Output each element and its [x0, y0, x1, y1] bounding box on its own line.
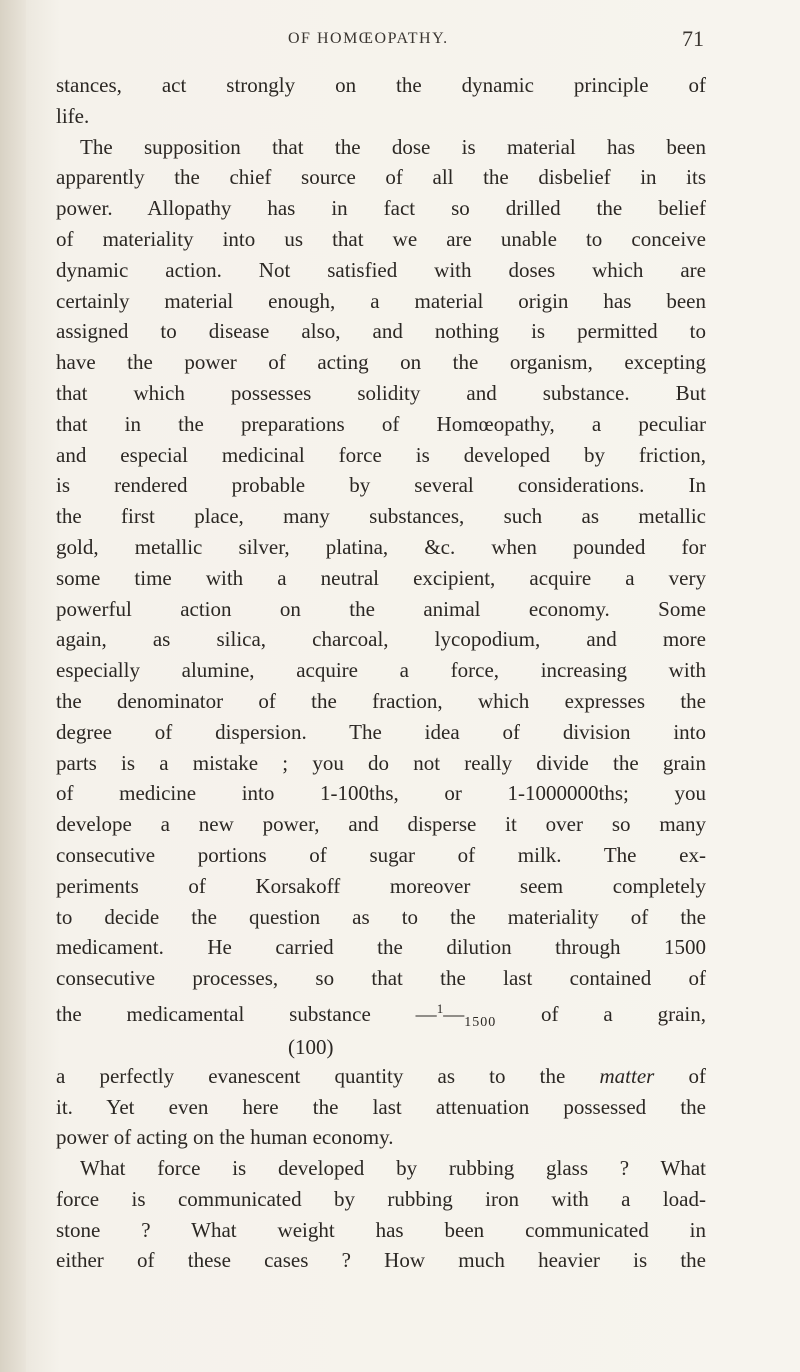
fraction-numerator: 1	[436, 1000, 444, 1016]
fraction-denominator: (100)	[288, 1034, 334, 1059]
text-line: stone ? What weight has been communicated in	[56, 1217, 706, 1242]
text-line: especially alumine, acquire a force, increasing with	[56, 658, 706, 683]
text-line: force is communicated by rubbing iron with a load-	[56, 1186, 706, 1211]
text-line: the denominator of the fraction, which expresses the	[56, 688, 706, 713]
page-number: 71	[682, 26, 704, 51]
text-line: of materiality into us that we are unable to conceive	[56, 226, 706, 251]
text-line: assigned to disease also, and nothing is permitted to	[56, 319, 706, 344]
text-line: periments of Korsakoff moreover seem completely	[56, 873, 706, 898]
italic-word: matter	[599, 1063, 655, 1088]
text-line: of medicine into 1-100ths, or 1-1000000ths; you	[56, 781, 706, 806]
text-line: The supposition that the dose is material has been	[80, 134, 706, 159]
text-line: that in the preparations of Homœopathy, a peculiar	[56, 411, 706, 436]
text-line: certainly material enough, a material origin has been	[56, 288, 706, 313]
text-line: power. Allopathy has in fact so drilled the belief	[56, 196, 706, 221]
text-line: again, as silica, charcoal, lycopodium, and more	[56, 627, 706, 652]
text-line: is rendered probable by several considerations. In	[56, 473, 706, 498]
text-line: degree of dispersion. The idea of division into	[56, 719, 706, 744]
text-line: life.	[56, 103, 90, 128]
text-line-segment: of	[654, 1063, 707, 1088]
fraction-line-after: of a grain,	[496, 1001, 707, 1026]
text-line	[56, 1061, 706, 1092]
text-line: gold, metallic silver, platina, &c. when pounded for	[56, 534, 706, 559]
text-line: dynamic action. Not satisfied with doses which are	[56, 257, 706, 282]
text-line: apparently the chief source of all the disbelief in its	[56, 165, 706, 190]
fraction-exponent: 1500	[464, 1014, 497, 1030]
text-line: consecutive portions of sugar of milk. The ex-	[56, 842, 706, 867]
text-line: medicament. He carried the dilution through 1500	[56, 935, 706, 960]
text-line-segment: a perfectly evanescent quantity as to the	[56, 1063, 600, 1088]
text-line: What force is developed by rubbing glass ? What	[80, 1156, 706, 1181]
page-gutter	[0, 0, 26, 1372]
text-line: stances, act strongly on the dynamic principle of	[56, 73, 706, 97]
running-header: OF HOMŒOPATHY.	[288, 30, 449, 47]
text-line: consecutive processes, so that the last contained of	[56, 966, 706, 991]
text-line: to decide the question as to the materiality of the	[56, 904, 706, 929]
text-line: powerful action on the animal economy. Some	[56, 596, 706, 621]
body-text	[56, 70, 706, 1276]
fraction-line-before: the medicamental substance —	[56, 1001, 437, 1026]
text-line: either of these cases ? How much heavier is the	[56, 1248, 706, 1273]
text-line: that which possesses solidity and substance. But	[56, 380, 706, 405]
text-line: parts is a mistake ; you do not really divide the grain	[56, 750, 706, 775]
fraction-line	[56, 994, 706, 1039]
text-line: and especial medicinal force is developed by friction,	[56, 442, 706, 467]
fraction-dash: —	[443, 1001, 465, 1026]
text-line: power of acting on the human economy.	[56, 1125, 394, 1150]
text-line: have the power of acting on the organism, excepting	[56, 350, 706, 375]
text-line: develope a new power, and disperse it over so many	[56, 812, 706, 837]
text-line: some time with a neutral excipient, acquire a very	[56, 565, 706, 590]
text-line: it. Yet even here the last attenuation possessed the	[56, 1094, 706, 1119]
text-line: the first place, many substances, such as metallic	[56, 504, 706, 529]
